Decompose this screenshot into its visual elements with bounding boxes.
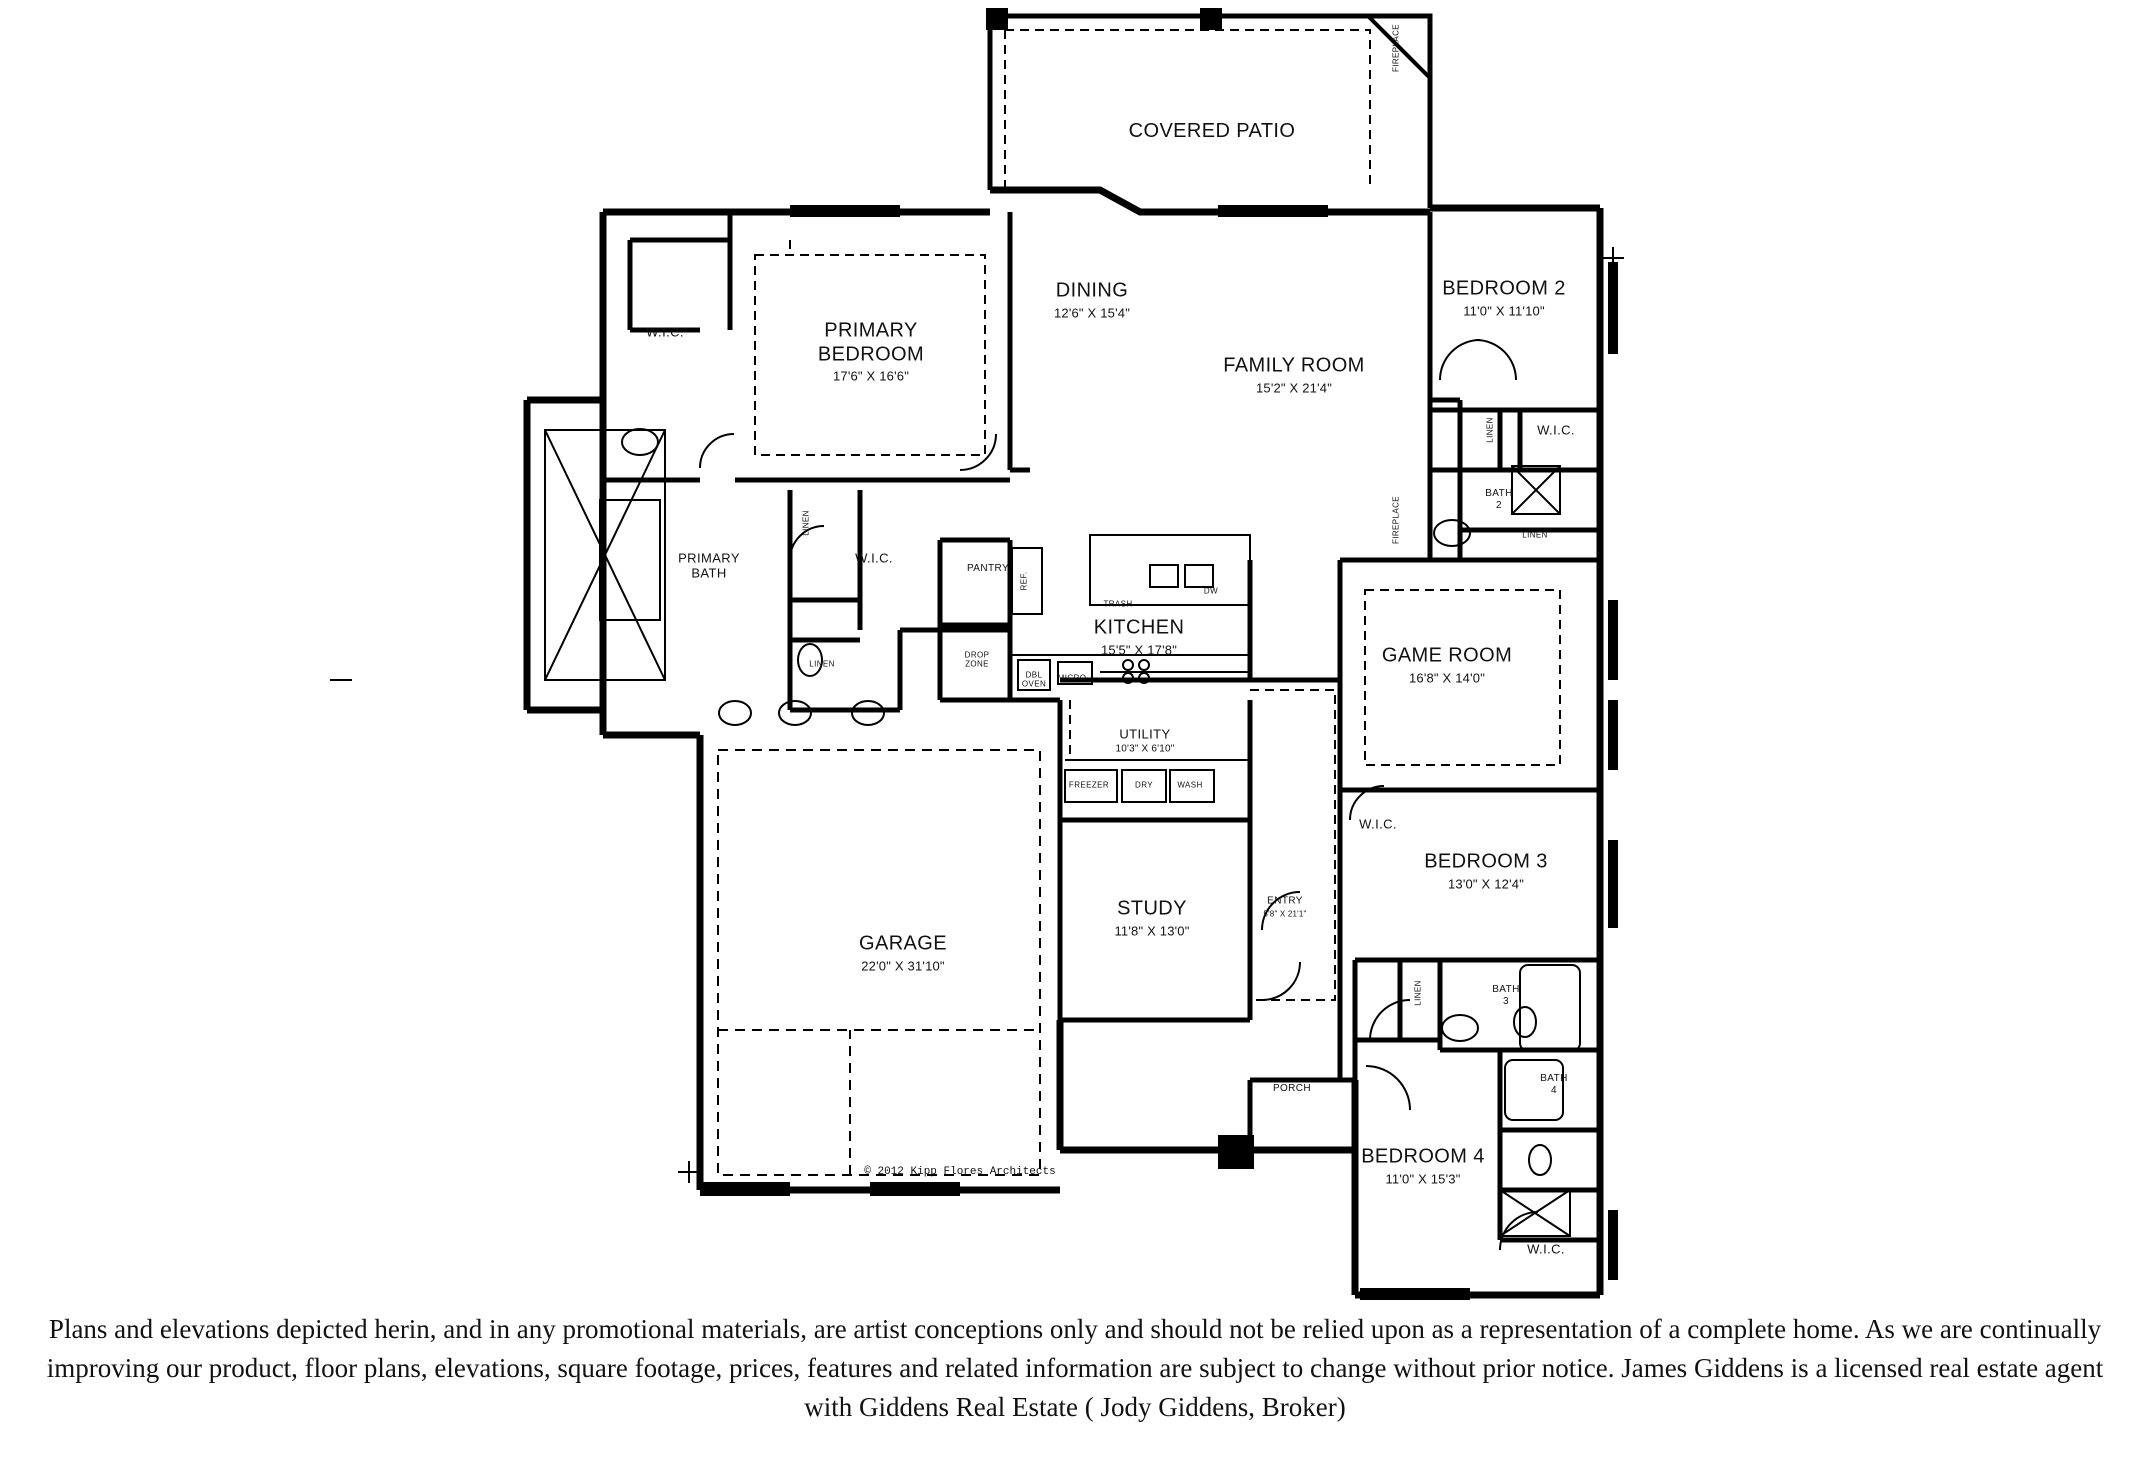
room-name: DW	[1203, 586, 1219, 596]
room-label-game-room	[1382, 645, 1512, 686]
room-dimensions: 17'6" X 16'6"	[832, 368, 910, 384]
room-name: STUDY	[1117, 897, 1187, 920]
room-name: PRIMARY BATH	[678, 550, 740, 581]
room-label-dry	[1135, 780, 1153, 789]
room-label-linen	[801, 510, 810, 536]
room-dimensions: 12'6" X 15'4"	[1053, 305, 1131, 321]
room-label-linen	[809, 659, 835, 668]
room-name: PORCH	[1272, 1083, 1312, 1095]
room-name: W.I.C.	[1537, 422, 1575, 438]
room-dimensions: 15'2" X 21'4"	[1255, 380, 1333, 396]
room-dimensions: 11'0" X 11'10"	[1463, 303, 1545, 319]
room-dimensions: 11'0" X 15'3"	[1385, 1171, 1461, 1187]
room-name: DBL OVEN	[1021, 670, 1047, 689]
room-dimensions: 11'8" X 13'0"	[1114, 923, 1190, 939]
room-name: GARAGE	[859, 932, 947, 955]
room-label-fireplace	[1391, 24, 1400, 72]
room-label-pantry	[967, 563, 1009, 575]
room-label-linen	[1413, 980, 1422, 1006]
room-label-w-i-c	[1537, 422, 1575, 437]
room-name: PANTRY	[966, 563, 1010, 575]
room-name: FREEZER	[1068, 780, 1110, 790]
room-label-family-room	[1223, 355, 1364, 396]
room-label-wash	[1177, 780, 1202, 789]
room-name: BATH 4	[1540, 1073, 1568, 1096]
room-label-garage	[859, 933, 947, 974]
room-name: BEDROOM 4	[1361, 1145, 1485, 1168]
room-label-porch	[1273, 1083, 1311, 1095]
room-name: LINEN	[1485, 417, 1495, 443]
room-label-dining	[1054, 280, 1130, 321]
room-dimensions: 13'0" X 12'4"	[1447, 876, 1525, 892]
room-name: DINING	[1055, 279, 1129, 302]
disclaimer-text: Plans and elevations depicted herin, and in any promotional materials, are artist conceptions only and should not be relied upon as a representation of a complete home. As we are continually improving our product, floor plans, elevations, square footage, prices, features and related information are subject to change without prior notice. James Giddens is a licensed real estate agent with Giddens Real Estate ( Jody Giddens, Broker)	[46, 1314, 2104, 1423]
room-label-linen	[1522, 530, 1548, 539]
room-name: TRASH	[1103, 599, 1133, 609]
room-name: FIREPLACE	[1391, 495, 1401, 545]
room-name: COVERED PATIO	[1128, 120, 1296, 143]
room-name: W.I.C.	[1527, 1241, 1565, 1257]
room-name: LINEN	[809, 659, 835, 669]
room-name: BEDROOM 3	[1424, 850, 1548, 873]
room-name: BATH 2	[1485, 488, 1513, 511]
room-name: PRIMARY BEDROOM	[817, 319, 925, 366]
room-label-w-i-c	[855, 550, 893, 565]
room-label-dbl-oven	[1022, 671, 1046, 690]
room-name: W.I.C.	[646, 324, 684, 340]
room-label-bedroom-2	[1442, 278, 1566, 319]
room-label-study	[1114, 898, 1189, 939]
room-name: GAME ROOM	[1381, 644, 1513, 667]
room-name: FAMILY ROOM	[1223, 354, 1365, 377]
room-label-freezer	[1069, 780, 1109, 789]
room-label-entry	[1263, 895, 1306, 918]
room-label-micro	[1058, 673, 1087, 682]
room-label-kitchen	[1094, 617, 1185, 658]
room-name: DRY	[1135, 780, 1153, 790]
room-label-ref	[1019, 572, 1028, 591]
room-label-bath-2	[1485, 488, 1513, 512]
room-label-primary-bath	[678, 551, 740, 582]
room-label-covered-patio	[1129, 120, 1296, 144]
room-dimensions: 16'8" X 14'0"	[1408, 670, 1486, 686]
room-label-bedroom-3	[1424, 851, 1548, 892]
room-name: W.I.C.	[1359, 816, 1397, 832]
room-dimensions: 5'8" X 21'1"	[1263, 909, 1307, 919]
room-label-dw	[1204, 586, 1218, 595]
room-label-bedroom-4	[1361, 1146, 1485, 1187]
room-label-primary-bedroom	[818, 320, 924, 385]
room-name: ENTRY	[1267, 895, 1303, 907]
room-name: DROP ZONE	[964, 650, 990, 669]
room-name: MICRO	[1057, 673, 1087, 683]
room-label-utility	[1115, 726, 1174, 755]
room-label-trash	[1103, 599, 1132, 608]
room-name: BEDROOM 2	[1442, 277, 1566, 300]
room-name: LINEN	[1413, 980, 1423, 1006]
room-name: LINEN	[1522, 530, 1548, 540]
room-name: UTILITY	[1119, 726, 1171, 742]
room-label-fireplace	[1391, 496, 1400, 544]
room-dimensions: 10'3" X 6'10"	[1115, 743, 1175, 755]
room-name: LINEN	[801, 510, 811, 536]
room-name: KITCHEN	[1093, 616, 1185, 639]
room-label-drop-zone	[965, 651, 990, 670]
room-label-w-i-c	[1527, 1241, 1565, 1256]
room-label-w-i-c	[646, 324, 684, 339]
room-label-w-i-c	[1359, 816, 1397, 831]
room-dimensions: 15'5" X 17'8"	[1100, 642, 1178, 658]
room-name: BATH 3	[1492, 984, 1520, 1007]
room-name: WASH	[1177, 780, 1203, 790]
room-label-bath-4	[1540, 1073, 1568, 1097]
room-dimensions: 22'0" X 31'10"	[861, 958, 945, 974]
room-name: W.I.C.	[855, 550, 893, 566]
room-name: FIREPLACE	[1391, 23, 1401, 73]
room-label-linen	[1485, 417, 1494, 443]
room-name: REF.	[1019, 571, 1029, 591]
room-label-bath-3	[1492, 984, 1520, 1008]
copyright-note: © 2012 Kipp Flores Architects	[864, 1166, 1056, 1178]
